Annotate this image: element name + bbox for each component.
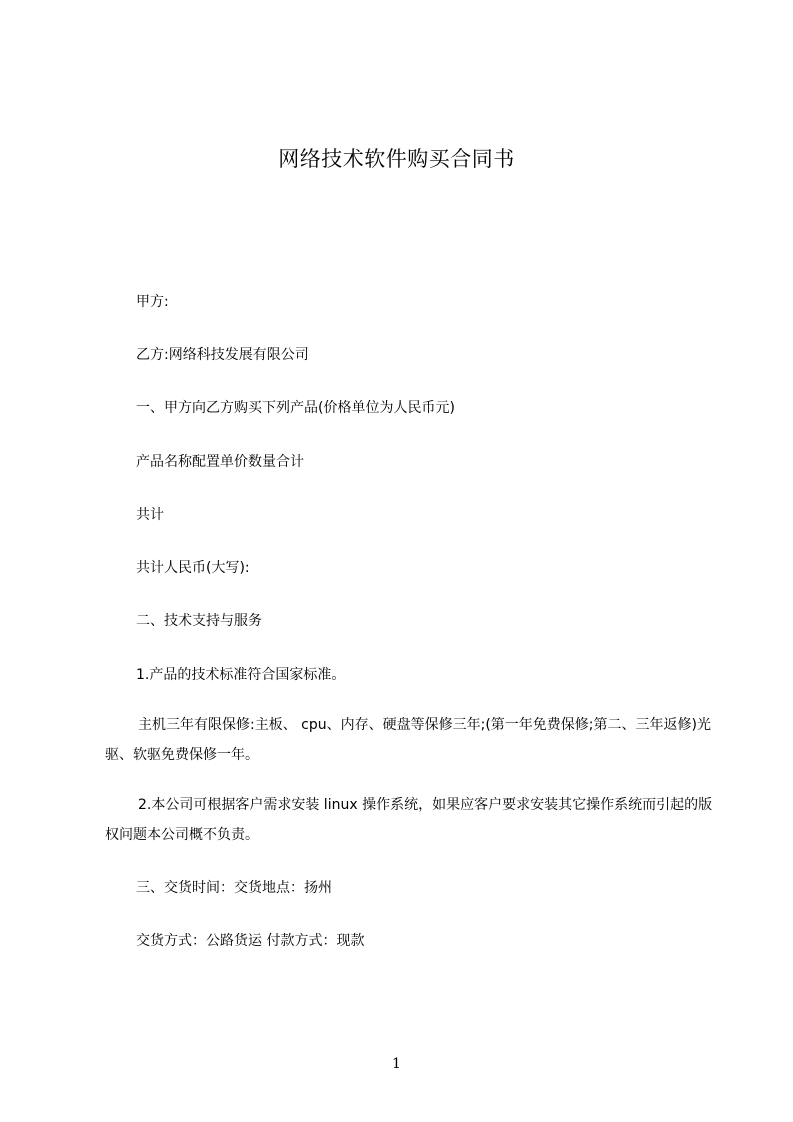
product-table-header: 产品名称配置单价数量合计 — [136, 454, 304, 470]
clause-2-paragraph: 2.本公司可根据客户需求安装 linux 操作系统，如果应客户要求安装其它操作系统而引起的版权问题本公司概不负责。 — [105, 797, 713, 843]
clause-1: 1.产品的技术标准符合国家标准。 — [136, 667, 346, 683]
warranty-paragraph: 主机三年有限保修:主板、 cpu、内存、硬盘等保修三年;(第一年免费保修;第二、三年返修)光驱、软驱免费保修一年。 — [105, 717, 711, 763]
party-b-line: 乙方:网络科技发展有限公司 — [136, 347, 309, 363]
total-rmb-line: 共计人民币(大写): — [136, 560, 250, 576]
page-number: 1 — [392, 1056, 401, 1072]
section-1-heading: 一、甲方向乙方购买下列产品(价格单位为人民币元) — [136, 400, 455, 416]
section-2-heading: 二、技术支持与服务 — [136, 613, 262, 629]
section-3-heading: 三、交货时间：交货地点：扬州 — [136, 880, 332, 896]
party-a-line: 甲方: — [136, 294, 169, 310]
page-title: 网络技术软件购买合同书 — [278, 147, 515, 171]
total-line: 共计 — [136, 507, 164, 523]
delivery-payment-line: 交货方式：公路货运 付款方式：现款 — [136, 933, 365, 949]
